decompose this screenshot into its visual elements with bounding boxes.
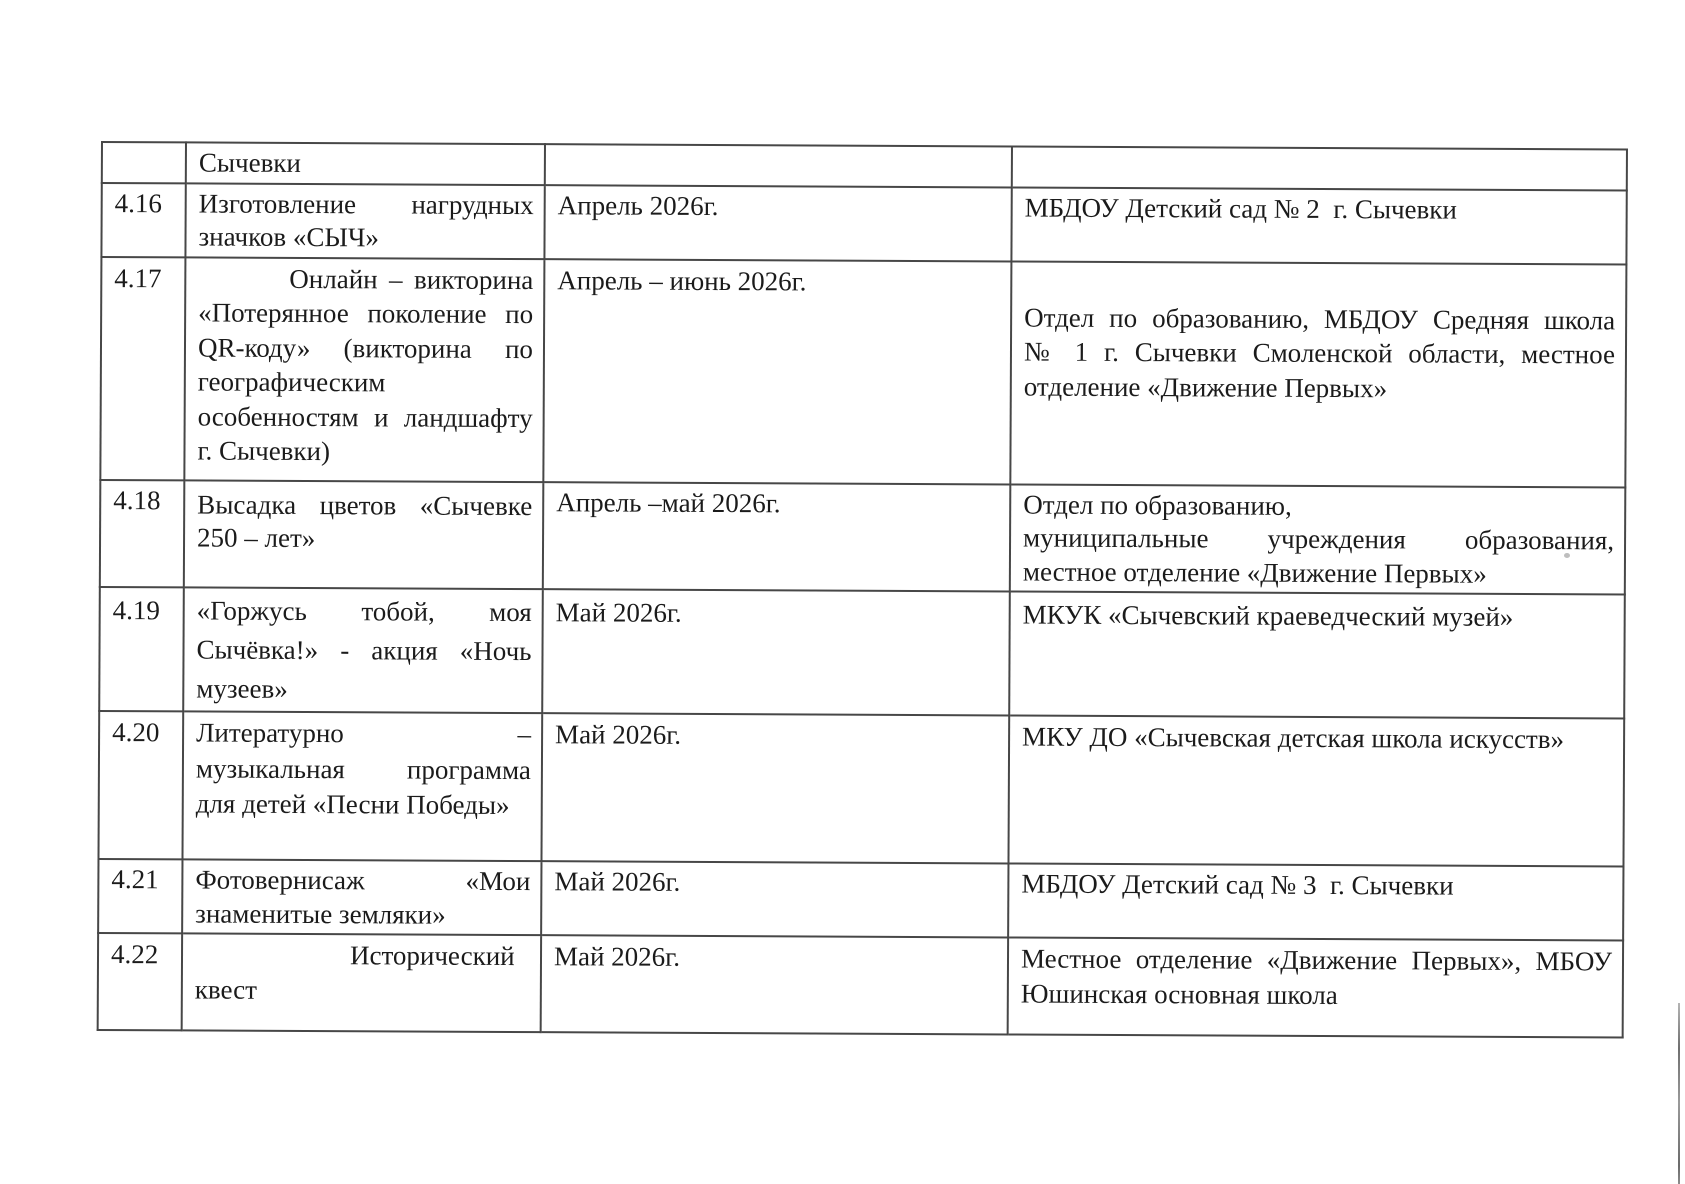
cell-text-line: Апрель 2026г. bbox=[557, 189, 719, 221]
date-cell bbox=[541, 713, 1009, 863]
cell-text-line: Май 2026г. bbox=[554, 866, 681, 897]
cell-text-line: Сычевки bbox=[198, 147, 301, 178]
cell-text-line: знаменитые земляки» bbox=[195, 897, 446, 930]
cell-text-line: 250 – лет» bbox=[196, 522, 316, 554]
table-row bbox=[98, 933, 1623, 1037]
table-row bbox=[99, 587, 1625, 718]
cell-text-line: особенностям и ландшафту bbox=[197, 400, 533, 433]
table-row bbox=[98, 859, 1623, 940]
events-table-body bbox=[98, 142, 1627, 1037]
cell-text-line: Май 2026г. bbox=[555, 719, 682, 750]
cell-text-line: Высадка цветов «Сычевке bbox=[197, 488, 533, 521]
cell-text-line: № 1 г. Сычевки Смоленской области, местное bbox=[1023, 336, 1616, 370]
row-number-cell bbox=[98, 933, 182, 1030]
date-cell bbox=[544, 185, 1011, 261]
cell-text-line: местное отделение «Движение Первых» bbox=[1022, 556, 1487, 589]
cell-text-line: Литературно – bbox=[196, 717, 532, 750]
cell-text-line: МБДОУ Детский сад № 3 г. Сычевки bbox=[1021, 868, 1454, 901]
cell-text-line: 4.16 bbox=[114, 187, 163, 218]
cell-text-line: 4.17 bbox=[114, 262, 162, 293]
scan-speck bbox=[1564, 553, 1570, 558]
responsible-cell bbox=[1008, 715, 1624, 866]
event-name-cell bbox=[186, 142, 545, 184]
responsible-cell bbox=[1010, 261, 1626, 487]
cell-text-line: 4.18 bbox=[113, 484, 161, 515]
date-cell bbox=[543, 259, 1011, 484]
table-row bbox=[101, 183, 1626, 264]
cell-text-line: Апрель – июнь 2026г. bbox=[557, 264, 807, 296]
event-name-cell bbox=[185, 183, 544, 259]
cell-text-line: для детей «Песни Победы» bbox=[195, 788, 510, 821]
responsible-cell bbox=[1008, 937, 1623, 1037]
cell-text-line: Изготовление нагрудных bbox=[198, 187, 534, 220]
cell-text-line: г. Сычевки) bbox=[197, 435, 331, 467]
responsible-cell bbox=[1009, 591, 1625, 718]
cell-text-line: Исторический bbox=[349, 940, 515, 972]
row-number-cell bbox=[98, 711, 183, 859]
responsible-cell bbox=[1011, 187, 1626, 264]
cell-text-line: МКУК «Сычевский краеведческий музей» bbox=[1022, 599, 1514, 632]
cell-text-line: Апрель –май 2026г. bbox=[556, 486, 781, 518]
cell-text-line: 4.19 bbox=[112, 595, 161, 626]
cell-text-line: МБДОУ Детский сад № 2 г. Сычевки bbox=[1024, 192, 1457, 225]
cell-text-line: Май 2026г. bbox=[553, 941, 681, 972]
table-row bbox=[98, 711, 1624, 866]
cell-text-line: Местное отделение «Движение Первых», МБОУ bbox=[1020, 943, 1613, 977]
responsible-cell bbox=[1008, 863, 1623, 940]
cell-text-line: значков «СЫЧ» bbox=[198, 221, 380, 253]
cell-text-line: QR-коду» (викторина по bbox=[197, 331, 534, 364]
date-cell bbox=[542, 589, 1010, 715]
cell-text-line: географическим bbox=[197, 366, 386, 398]
responsible-cell bbox=[1010, 484, 1626, 595]
event-name-cell bbox=[182, 933, 541, 1032]
date-cell bbox=[545, 144, 1012, 187]
row-number-cell bbox=[100, 480, 185, 588]
row-number-cell bbox=[100, 257, 185, 480]
cell-text-line: «Горжусь тобой, моя bbox=[196, 595, 532, 628]
cell-text-line: МКУ ДО «Сычевская детская школа искусств» bbox=[1022, 721, 1565, 755]
row-number-cell bbox=[98, 859, 182, 933]
table-row bbox=[100, 480, 1626, 595]
date-cell bbox=[541, 861, 1008, 937]
row-number-cell bbox=[101, 183, 185, 257]
date-cell bbox=[543, 482, 1011, 592]
cell-text-line: отделение «Движение Первых» bbox=[1023, 371, 1388, 403]
cell-text-line: «Потерянное поколение по bbox=[198, 297, 534, 330]
cell-text-line: музыкальная программа bbox=[195, 752, 532, 785]
date-cell bbox=[541, 935, 1008, 1034]
cell-text-line: Сычёвка!» - акция «Ночь bbox=[196, 634, 532, 667]
table-row bbox=[100, 257, 1626, 487]
events-table bbox=[97, 141, 1628, 1038]
cell-text-line: квест bbox=[194, 974, 258, 1005]
event-name-cell bbox=[184, 257, 544, 482]
cell-text-line: 4.22 bbox=[110, 939, 159, 970]
cell-text-line: Юшинская основная школа bbox=[1020, 978, 1338, 1011]
row-number-cell bbox=[102, 142, 186, 183]
row-number-cell bbox=[99, 587, 184, 711]
responsible-cell bbox=[1012, 146, 1627, 190]
cell-text-line: 4.20 bbox=[112, 717, 160, 748]
scan-artifact-line bbox=[1678, 1003, 1680, 1184]
cell-text-line: 4.21 bbox=[111, 864, 159, 895]
cell-text-line: Фотовернисаж «Мои bbox=[195, 864, 531, 897]
event-name-cell bbox=[182, 859, 541, 935]
cell-text-line: муниципальные учреждения образования, bbox=[1023, 522, 1615, 556]
event-name-cell bbox=[182, 711, 542, 861]
cell-text-line: Май 2026г. bbox=[555, 597, 682, 628]
event-name-cell bbox=[184, 480, 544, 589]
cell-text-line: музеев» bbox=[196, 673, 288, 704]
cell-text-line: Онлайн – викторина bbox=[289, 263, 534, 295]
event-name-cell bbox=[183, 587, 543, 713]
cell-text-line: Отдел по образованию, МБДОУ Средняя школа bbox=[1024, 302, 1616, 335]
cell-text-line: Отдел по образованию, bbox=[1023, 489, 1292, 521]
